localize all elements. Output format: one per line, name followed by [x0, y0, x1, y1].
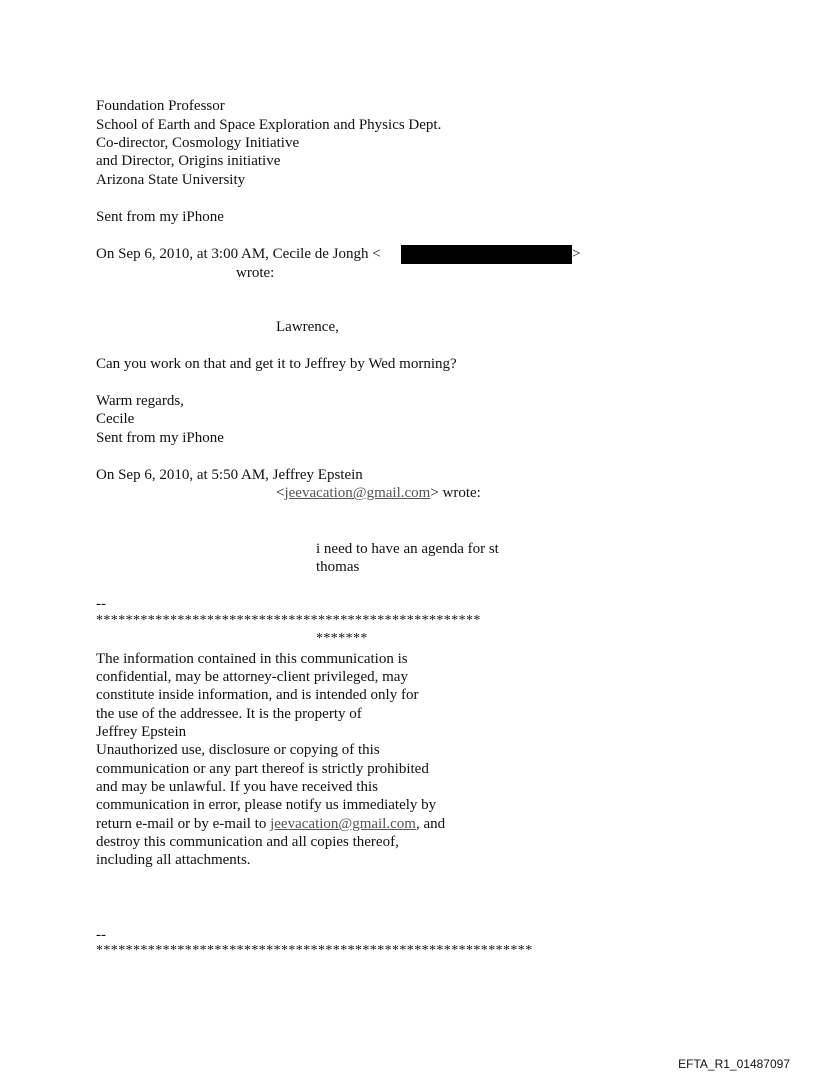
disclaimer-line: Unauthorized use, disclosure or copying of this	[96, 742, 380, 758]
quote-header-1	[96, 245, 381, 263]
quote-header-1-wrote: wrote:	[236, 265, 275, 281]
signature-title: Foundation Professor	[96, 98, 225, 114]
disclaimer-line	[96, 815, 445, 833]
message-2-line-1: i need to have an agenda for st	[316, 541, 499, 557]
disclaimer-line: The information contained in this communication is	[96, 651, 408, 667]
asterisk-separator-short: *******	[316, 631, 368, 646]
disclaimer-line: confidential, may be attorney-client privileged, may	[96, 669, 408, 685]
bates-number: EFTA_R1_01487097	[678, 1057, 790, 1071]
signature-dept: School of Earth and Space Exploration and Physics Dept.	[96, 117, 442, 133]
email-link[interactable]: jeevacation@gmail.com	[270, 816, 416, 832]
disclaimer-text: , and	[415, 816, 446, 832]
disclaimer-line: destroy this communication and all copies thereof,	[96, 834, 399, 850]
quote-header-2: On Sep 6, 2010, at 5:50 AM, Jeffrey Epstein	[96, 467, 363, 483]
email-link[interactable]: jeevacation@gmail.com	[284, 485, 431, 501]
quote-header-2-email-line	[276, 484, 481, 502]
disclaimer-line: and may be unlawful. If you have received this	[96, 779, 378, 795]
signature-university: Arizona State University	[96, 172, 246, 188]
sent-from-iphone: Sent from my iPhone	[96, 209, 224, 225]
message-2-line-2: thomas	[316, 559, 360, 575]
disclaimer-line: communication in error, please notify us immediately by	[96, 797, 437, 813]
message-sender-name: Cecile	[96, 411, 135, 427]
quote-header-2-lt: <	[276, 485, 285, 501]
quote-header-1-text: On Sep 6, 2010, at 3:00 AM, Cecile de Jongh <	[96, 246, 381, 262]
signature-role-cosmology: Co-director, Cosmology Initiative	[96, 135, 300, 151]
disclaimer-line: constitute inside information, and is intended only for	[96, 687, 419, 703]
disclaimer-line: including all attachments.	[96, 852, 251, 868]
disclaimer-line: the use of the addressee. It is the property of	[96, 706, 362, 722]
signature-role-origins: and Director, Origins initiative	[96, 153, 281, 169]
message-sent-from: Sent from my iPhone	[96, 430, 224, 446]
quote-header-2-wrote: > wrote:	[430, 485, 481, 501]
signature-separator: --	[96, 596, 106, 612]
disclaimer-line: Jeffrey Epstein	[96, 724, 187, 740]
message-closing: Warm regards,	[96, 393, 184, 409]
message-greeting: Lawrence,	[276, 319, 339, 335]
disclaimer-text: return e-mail or by e-mail to	[96, 816, 271, 832]
asterisk-separator: ***********************************************************	[96, 943, 533, 958]
redaction-box	[401, 245, 572, 264]
quote-header-1-close: >	[572, 246, 581, 262]
disclaimer-line: communication or any part thereof is strictly prohibited	[96, 761, 429, 777]
asterisk-separator-long: ****************************************************	[96, 613, 481, 628]
message-body: Can you work on that and get it to Jeffrey by Wed morning?	[96, 356, 457, 372]
signature-separator: --	[96, 927, 106, 943]
